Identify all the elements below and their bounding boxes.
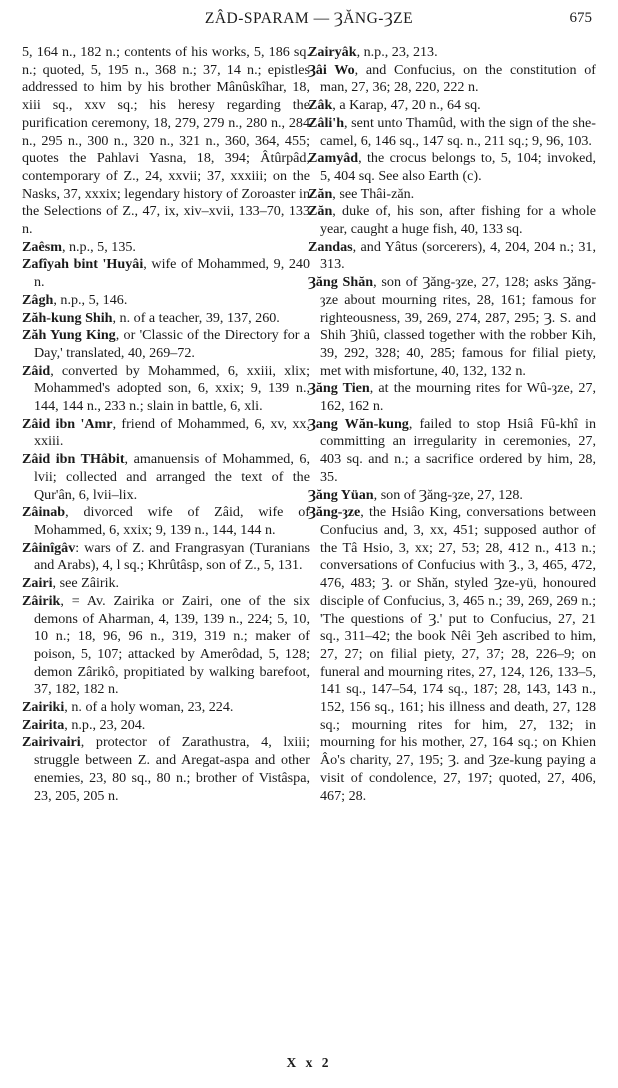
entry-text: , duke of, his son, after fishing for a whole year, caught a huge fish, 40, 133 sq. [320, 203, 596, 238]
entry-headword: Zăh Yung King [22, 327, 116, 344]
entry-text: , at the mourning rites for Wû-ȝze, 27, 162, 162 n. [320, 380, 596, 415]
entry-headword: Zairyâk [308, 44, 357, 60]
entry-text: , son of Ȝăng-ȝze, 27, 128. [373, 486, 523, 503]
entry-headword: Zâinîgâv [22, 539, 76, 556]
entry-headword: Zaêsm [22, 238, 62, 255]
entry-text: , a Karap, 47, 20 n., 64 sq. [332, 97, 481, 114]
index-entry [22, 451, 310, 504]
index-entry [22, 239, 310, 257]
page-number: 675 [569, 10, 592, 26]
entry-headword: Zâinab [22, 504, 66, 521]
entry-text: , n.p., 5, 146. [53, 291, 128, 308]
entry-headword: Zâk [308, 97, 333, 114]
index-column-left [22, 44, 310, 805]
index-entry [22, 575, 310, 593]
index-entry [308, 487, 596, 505]
entry-text: , the crocus belongs to, 5, 104; invoked, 5, 404 sq. See also Earth (c). [320, 150, 596, 184]
index-column-right [308, 44, 596, 805]
index-entry [308, 274, 596, 380]
entry-headword: Zâgh [22, 291, 54, 308]
running-title: ZÂD-SPARAM — ȜĂNG-ȜZE [204, 10, 414, 27]
entry-headword: Ȝăng Tien [308, 380, 370, 397]
entry-headword: Ȝâi Wo [308, 61, 355, 78]
entry-text: , = Av. Zairika or Zairi, one of the six demons of Aharman, 4, 139, 139 n., 224; 5, 10, 10 n.; 18, 96, 96 n., 319, 319 n.; maker of poison, 5, 107; attacked by Amerôdad, 5, 128; demon Zârikô, propitiated by walking barefoot, 37, 182, 182 n. [34, 592, 310, 698]
entry-headword: Zandas [308, 238, 353, 255]
entry-text: : wars of Z. and Frangrasyan (Turanians and Arabs), 4, l sq.; Khrûtâsp, son of Z., 5, 131. [34, 539, 310, 574]
entry-text: , amanuensis of Mohammed, 6, lvii; collected and arranged the text of the Qur'ân, 6, lvii–lix. [34, 451, 310, 503]
index-entry [22, 44, 310, 239]
entry-headword: Zăn [308, 185, 333, 202]
signature-mark: X x 2 [286, 1055, 332, 1070]
index-entry [308, 97, 596, 115]
entry-text: , sent unto Thamûd, with the sign of the she-camel, 6, 146 sq., 147 sq. n., 211 sq.; 9, 96, 103. [320, 114, 596, 149]
entry-text: , and Confucius, on the constitution of man, 27, 36; 28, 220, 222 n. [320, 61, 596, 96]
index-entry [308, 115, 596, 150]
entry-text: , see Zâirik. [52, 575, 120, 592]
entry-headword: Zairivairi [22, 734, 81, 751]
entry-headword: Zâli'h [308, 114, 345, 131]
index-entry [308, 239, 596, 274]
entry-text: , see Thâi-zăn. [332, 185, 415, 202]
entry-text: , protector of Zarathustra, 4, lxiii; struggle between Z. and Aregat-aspa and other enemies, 23, 80 sq., 80 n.; brother of Vistâspa, 23, 205, 205 n. [34, 734, 310, 804]
index-entry [22, 256, 310, 291]
entry-text: , n. of a holy woman, 23, 224. [64, 699, 234, 716]
index-entry [308, 62, 596, 97]
index-entry [22, 363, 310, 416]
entry-text: , failed to stop Hsiâ Fû-khî in committing an irregularity in ceremonies, 27, 403 sq. and n.; a sacrifice ordered by him, 28, 35. [320, 415, 596, 485]
entry-headword: Zairi [22, 575, 53, 592]
index-entry [308, 44, 596, 62]
index-entry [308, 380, 596, 415]
index-entry [22, 416, 310, 451]
entry-text: , converted by Mohammed, 6, xxiii, xlix; Mohammed's adopted son, 6, xxix; 9, 139 n., 144, 144 n., 233 n.; slain in battle, 6, xli. [34, 362, 310, 415]
index-entry [308, 416, 596, 487]
index-entry [22, 504, 310, 539]
entry-headword: Zâid ibn 'Amr [22, 415, 113, 432]
entry-headword: Ȝăng Yüan [308, 486, 374, 503]
index-entry [22, 327, 310, 362]
index-entry [22, 699, 310, 717]
entry-headword: Ȝăng-ȝze [308, 504, 361, 521]
entry-headword: Zăh-kung Shih [22, 309, 113, 326]
entry-headword: Zăn [308, 203, 333, 220]
entry-headword: Ȝăng Shăn [308, 274, 374, 291]
index-entry [22, 310, 310, 328]
entry-text: , the Hsiâo King, conversations between Confucius and, 3, xx, 451; supposed author of the Tâ Hsio, 3, xx; 27, 53; 28, 412 n., 413 n.; conversations of Confucius with Ȝ., 3, 465, 472, 476, 483; Ȝ. or Shăn, styled Ȝze-yü, honoured disciple of Confucius, 3, 465 n.; 39, 269, 269 n.; 'The questions of Ȝ.' put to Confucius, 27, 21 sq., 311–42; the book Nêi Ȝeh ascribed to him, 27, 27; on filial piety, 27, 37; 28, 226–9; on funeral and mourning rites, 27, 124, 126, 133–5, 141 sq., 147–54, 174 sq., 187; 28, 143, 143 n., 152, 156 sq., 161; his illness and death, 27, 128 sq.; mourning rites for him, 27, 132; in mourning for his mother, 27, 164 sq.; on Khien Âo's charity, 27, 195; Ȝ. and Ȝze-kung paying a visit of condolence, 27, 197; quoted, 27, 406, 467; 28. [320, 504, 596, 804]
entry-text: 5, 164 n., 182 n.; contents of his works, 5, 186 sq. n.; quoted, 5, 195 n., 368 n.; 37, 14 n.; epistles addressed to him by his brother Mânûskîhar, 18, xiii sq., xxv sq.; his heresy regarding the purification ceremony, 18, 279, 279 n., 280 n., 284 n., 295 n., 300 n., 320 n., 321 n., 360, 364, 455; quotes the Pahlavi Yasna, 18, 394; Âtûrpâd, contemporary of Z., 24, xxvii; 37, xxxiii; on the Nasks, 37, xxxix; legendary history of Zoroaster in the Selections of Z., 47, ix, xiv–xvii, 133–70, 133 n. [22, 44, 310, 238]
index-entry [22, 734, 310, 805]
index-entry [308, 504, 596, 805]
index-entry [22, 540, 310, 575]
entry-headword: Ȝang Wăn-kung [308, 415, 409, 432]
entry-text: , n.p., 23, 213. [356, 44, 438, 60]
entry-text: , and Yâtus (sorcerers), 4, 204, 204 n.; 31, 313. [320, 238, 596, 273]
entry-text: , n. of a teacher, 39, 137, 260. [112, 309, 280, 326]
entry-text: , wife of Mohammed, 9, 240 n. [34, 256, 310, 291]
index-entry [22, 292, 310, 310]
entry-text: , or 'Classic of the Directory for a Day,' translated, 40, 269–72. [34, 327, 310, 361]
entry-text: , friend of Mohammed, 6, xv, xx, xxiii. [34, 415, 311, 450]
entry-headword: Zâid [22, 362, 51, 379]
entry-headword: Zâirik [22, 592, 61, 609]
entry-headword: Zairita [22, 716, 65, 733]
entry-text: , son of Ȝăng-ȝze, 27, 128; asks Ȝăng-ȝze about mourning rites, 28, 161; famous for righteousness, 39, 269, 274, 287, 295; Ȝ. S. and Shih Ȝhiû, classed together with the robber Kih, 39, 292, 328; 40, 285; famous for filial piety, met with misfortune, 40, 132, 132 n. [320, 274, 596, 379]
index-entry [308, 203, 596, 238]
index-entry [22, 717, 310, 735]
entry-headword: Zafîyah bint 'Huyâi [22, 256, 144, 273]
page-header [0, 10, 618, 34]
index-entry [308, 150, 596, 185]
entry-text: , n.p., 5, 135. [61, 238, 136, 255]
entry-headword: Zairiki [22, 699, 65, 716]
index-entry [22, 593, 310, 699]
entry-text: , n.p., 23, 204. [64, 716, 146, 733]
entry-text: , divorced wife of Zâid, wife of Mohammed, 6, xxix; 9, 139 n., 144, 144 n. [34, 504, 310, 538]
index-entry [308, 186, 596, 204]
entry-headword: Zâid ibn THâbit [22, 451, 125, 468]
entry-headword: Zamyâd [308, 150, 359, 167]
